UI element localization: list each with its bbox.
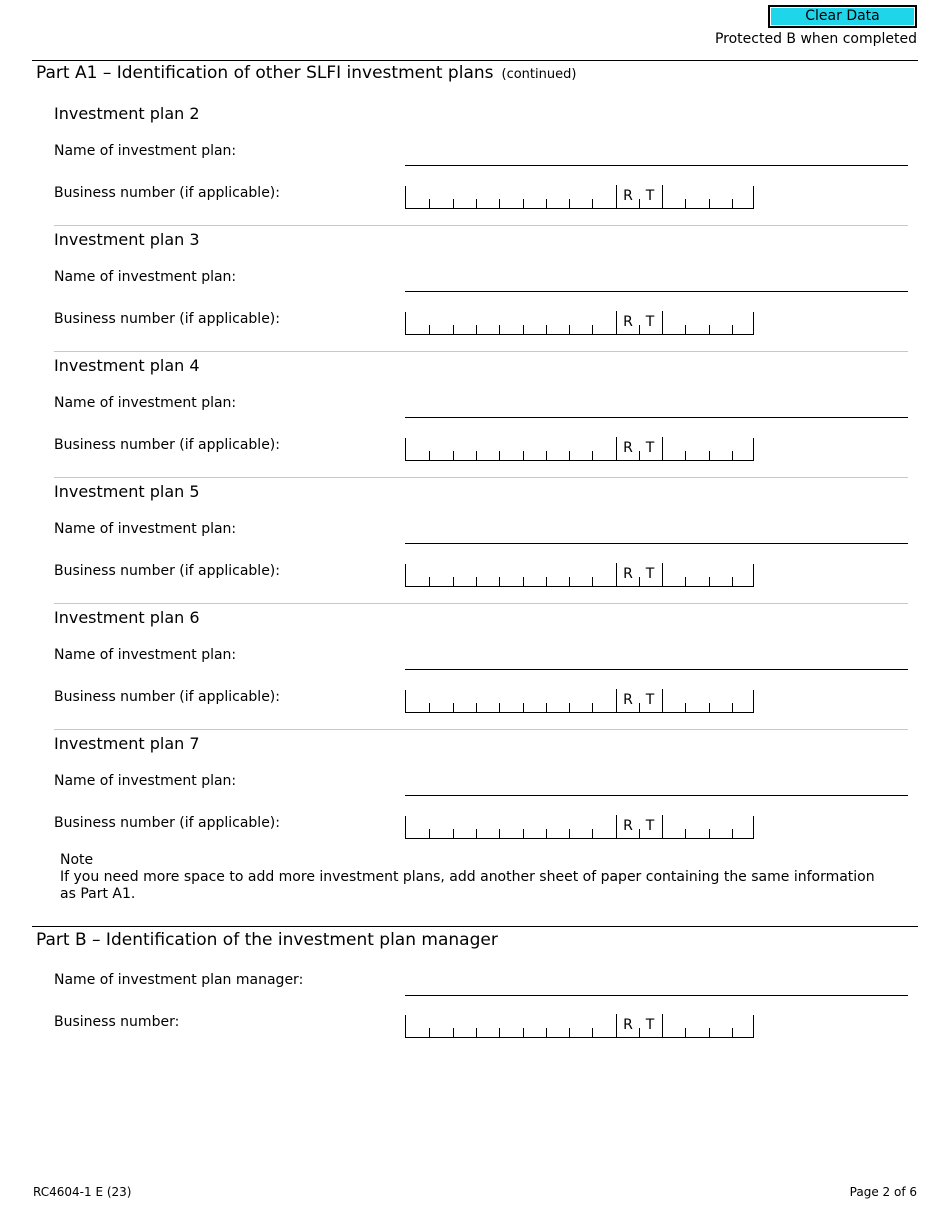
digit-divider (569, 451, 570, 460)
digit-divider (546, 1028, 547, 1037)
rt-divider (616, 1014, 617, 1037)
clear-data-button[interactable]: Clear Data (768, 5, 917, 28)
rt-divider (662, 437, 663, 460)
manager-name-label: Name of investment plan manager: (54, 972, 304, 988)
plan-title: Investment plan 3 (54, 230, 200, 249)
digit-divider (453, 199, 454, 208)
plan-bn-label: Business number (if applicable): (54, 689, 280, 705)
part-b-top-rule (32, 926, 918, 927)
page-number: Page 2 of 6 (849, 1185, 917, 1199)
digit-divider (453, 325, 454, 334)
rt-letter-r: R (623, 566, 633, 582)
digit-divider (499, 829, 500, 838)
digit-divider (569, 1028, 570, 1037)
plan-title: Investment plan 2 (54, 104, 200, 123)
plan-name-field[interactable] (405, 165, 908, 166)
digit-divider (709, 451, 710, 460)
part-a1-top-rule (32, 60, 918, 61)
digit-divider (546, 199, 547, 208)
digit-divider (476, 1028, 477, 1037)
digit-divider (732, 1028, 733, 1037)
rt-letter-r: R (623, 188, 633, 204)
plan-business-number-field[interactable] (405, 312, 754, 335)
plan-name-field[interactable] (405, 417, 908, 418)
digit-divider (569, 199, 570, 208)
digit-divider (476, 703, 477, 712)
digit-divider (453, 577, 454, 586)
rt-divider (616, 437, 617, 460)
manager-bn-label: Business number: (54, 1014, 180, 1030)
rt-letter-t: T (645, 818, 655, 834)
digit-divider (546, 703, 547, 712)
digit-divider (592, 325, 593, 334)
digit-divider (592, 829, 593, 838)
digit-divider (685, 325, 686, 334)
digit-divider (732, 829, 733, 838)
digit-divider (523, 829, 524, 838)
digit-divider (709, 325, 710, 334)
form-identifier: RC4604-1 E (23) (33, 1185, 132, 1199)
digit-divider (453, 829, 454, 838)
digit-divider (499, 199, 500, 208)
digit-divider (429, 1028, 430, 1037)
plan-business-number-field[interactable] (405, 690, 754, 713)
digit-divider (499, 1028, 500, 1037)
digit-divider (476, 577, 477, 586)
part-a1-title: Part A1 – Identification of other SLFI investment plans (36, 63, 494, 83)
digit-divider (592, 703, 593, 712)
digit-divider (685, 703, 686, 712)
digit-divider (429, 451, 430, 460)
part-a1-heading (36, 63, 576, 83)
digit-divider (546, 577, 547, 586)
digit-divider (709, 829, 710, 838)
digit-divider (453, 1028, 454, 1037)
rt-letter-t: T (645, 440, 655, 456)
plan-business-number-field[interactable] (405, 564, 754, 587)
digit-divider (732, 199, 733, 208)
digit-divider (453, 451, 454, 460)
rt-letter-t: T (645, 188, 655, 204)
plan-name-field[interactable] (405, 543, 908, 544)
plan-separator (54, 225, 908, 226)
plan-bn-label: Business number (if applicable): (54, 311, 280, 327)
digit-divider (476, 199, 477, 208)
plan-title: Investment plan 4 (54, 356, 200, 375)
digit-divider (569, 703, 570, 712)
rt-letter-r: R (623, 1017, 633, 1033)
note-text: If you need more space to add more investment plans, add another sheet of paper containing the same information as Part A1. (60, 869, 875, 902)
digit-divider (709, 577, 710, 586)
plan-title: Investment plan 6 (54, 608, 200, 627)
rt-letter-t: T (645, 1017, 655, 1033)
digit-divider (429, 829, 430, 838)
digit-divider (523, 577, 524, 586)
digit-divider (546, 829, 547, 838)
digit-divider (429, 703, 430, 712)
digit-divider (499, 325, 500, 334)
digit-divider (685, 1028, 686, 1037)
plan-business-number-field[interactable] (405, 186, 754, 209)
rt-divider (662, 815, 663, 838)
digit-divider (429, 325, 430, 334)
digit-divider (546, 325, 547, 334)
plan-name-label: Name of investment plan: (54, 395, 237, 411)
digit-divider (499, 577, 500, 586)
digit-divider (429, 199, 430, 208)
plan-name-label: Name of investment plan: (54, 521, 237, 537)
rt-divider (616, 815, 617, 838)
rt-divider (662, 185, 663, 208)
plan-name-label: Name of investment plan: (54, 143, 237, 159)
plan-separator (54, 477, 908, 478)
digit-divider (569, 829, 570, 838)
plan-title: Investment plan 5 (54, 482, 200, 501)
plan-bn-label: Business number (if applicable): (54, 185, 280, 201)
rt-divider (662, 1014, 663, 1037)
part-b-title: Part B – Identification of the investment plan manager (36, 930, 498, 950)
digit-divider (592, 199, 593, 208)
plan-separator (54, 603, 908, 604)
digit-divider (523, 1028, 524, 1037)
rt-letter-t: T (645, 692, 655, 708)
digit-divider (732, 325, 733, 334)
protected-status-label: Protected B when completed (714, 31, 917, 47)
plan-name-field[interactable] (405, 669, 908, 670)
plan-business-number-field[interactable] (405, 438, 754, 461)
plan-name-label: Name of investment plan: (54, 773, 237, 789)
digit-divider (709, 703, 710, 712)
plan-bn-label: Business number (if applicable): (54, 563, 280, 579)
note-block (60, 852, 890, 903)
digit-divider (685, 451, 686, 460)
digit-divider (546, 451, 547, 460)
digit-divider (499, 451, 500, 460)
digit-divider (592, 451, 593, 460)
manager-business-number-field[interactable] (405, 1015, 754, 1038)
digit-divider (709, 1028, 710, 1037)
digit-divider (476, 451, 477, 460)
plan-name-field[interactable] (405, 291, 908, 292)
rt-divider (662, 563, 663, 586)
rt-divider (662, 311, 663, 334)
plan-name-label: Name of investment plan: (54, 269, 237, 285)
digit-divider (709, 199, 710, 208)
digit-divider (592, 1028, 593, 1037)
digit-divider (476, 829, 477, 838)
digit-divider (685, 577, 686, 586)
plan-title: Investment plan 7 (54, 734, 200, 753)
digit-divider (476, 325, 477, 334)
digit-divider (732, 451, 733, 460)
digit-divider (732, 577, 733, 586)
digit-divider (732, 703, 733, 712)
rt-divider (616, 563, 617, 586)
digit-divider (523, 199, 524, 208)
plan-name-field[interactable] (405, 795, 908, 796)
plan-business-number-field[interactable] (405, 816, 754, 839)
manager-name-field[interactable] (405, 995, 908, 996)
rt-letter-t: T (645, 566, 655, 582)
plan-bn-label: Business number (if applicable): (54, 815, 280, 831)
note-title: Note (60, 852, 94, 868)
digit-divider (685, 829, 686, 838)
digit-divider (523, 451, 524, 460)
digit-divider (569, 577, 570, 586)
rt-divider (616, 185, 617, 208)
rt-divider (662, 689, 663, 712)
rt-letter-r: R (623, 440, 633, 456)
rt-letter-r: R (623, 314, 633, 330)
rt-divider (616, 311, 617, 334)
plan-separator (54, 351, 908, 352)
digit-divider (569, 325, 570, 334)
plan-separator (54, 729, 908, 730)
rt-divider (616, 689, 617, 712)
digit-divider (499, 703, 500, 712)
plan-name-label: Name of investment plan: (54, 647, 237, 663)
digit-divider (592, 577, 593, 586)
plan-bn-label: Business number (if applicable): (54, 437, 280, 453)
digit-divider (429, 577, 430, 586)
digit-divider (685, 199, 686, 208)
rt-letter-r: R (623, 692, 633, 708)
digit-divider (523, 703, 524, 712)
digit-divider (453, 703, 454, 712)
continued-label: (continued) (501, 67, 577, 82)
rt-letter-r: R (623, 818, 633, 834)
digit-divider (523, 325, 524, 334)
rt-letter-t: T (645, 314, 655, 330)
